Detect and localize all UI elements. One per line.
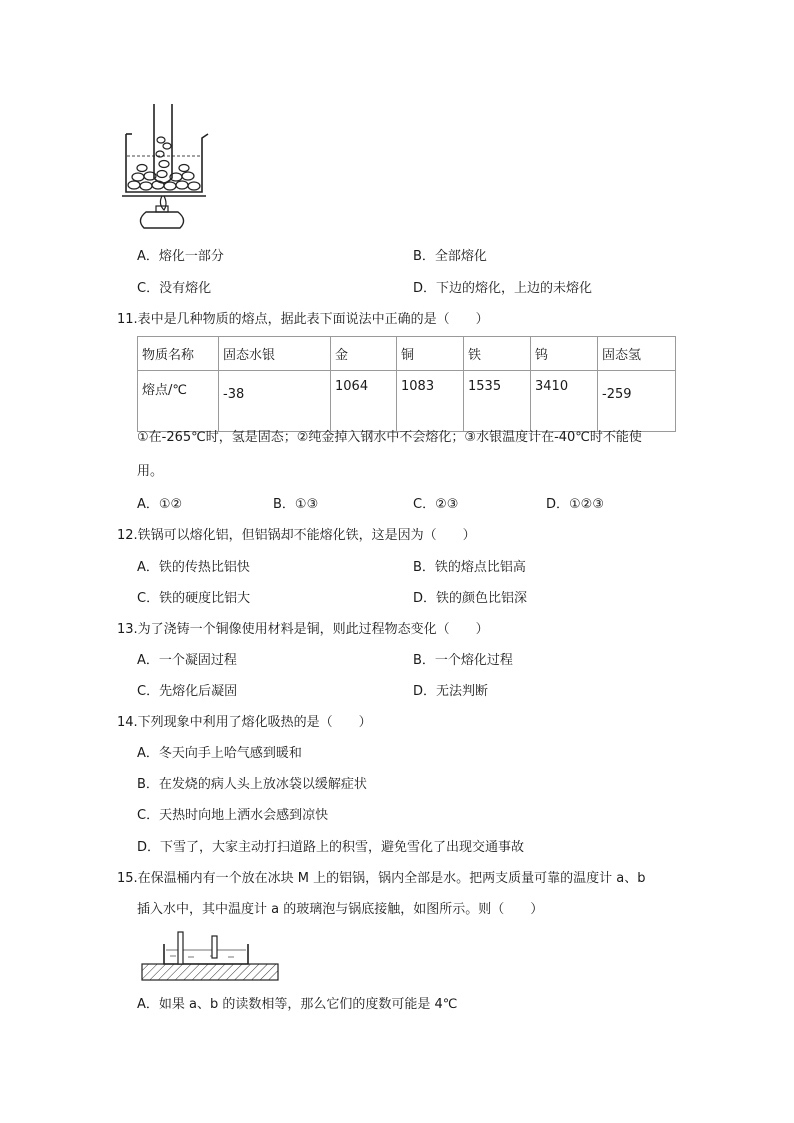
q12-option-c[interactable]: C．铁的硬度比铝大	[137, 591, 251, 606]
q14-option-b[interactable]: B．在发烧的病人头上放冰袋以缓解症状	[137, 777, 367, 792]
q11-statement-line1: ①在-265℃时，氢是固态；②纯金掉入钢水中不会熔化；③水银温度计在-40℃时不能使	[137, 430, 642, 445]
q12-stem: 12.铁锅可以熔化铝，但铝锅却不能熔化铁，这是因为（ ）	[117, 528, 476, 543]
table-cell: -38	[219, 371, 331, 432]
table-row	[138, 371, 676, 432]
melting-point-table	[137, 336, 676, 432]
table-header-cell: 金	[331, 337, 397, 371]
q13-stem: 13.为了浇铸一个铜像使用材料是铜，则此过程物态变化（ ）	[117, 622, 489, 637]
q12-option-b[interactable]: B．铁的熔点比铝高	[413, 560, 526, 575]
q14-option-a[interactable]: A．冬天向手上哈气感到暖和	[137, 746, 302, 761]
table-cell: 1083	[397, 371, 464, 432]
q11-option-d[interactable]: D．①②③	[546, 497, 604, 512]
q12-option-a[interactable]: A．铁的传热比铝快	[137, 560, 250, 575]
table-cell: 1064	[331, 371, 397, 432]
q10-option-d[interactable]: D．下边的熔化，上边的未熔化	[413, 281, 593, 296]
q11-option-a[interactable]: A．①②	[137, 497, 183, 512]
table-header-cell: 物质名称	[138, 337, 219, 371]
table-header-cell: 固态氢	[598, 337, 676, 371]
q14-stem: 14.下列现象中利用了熔化吸热的是（ ）	[117, 715, 372, 730]
table-cell: 熔点/℃	[138, 371, 219, 432]
table-cell: 3410	[531, 371, 598, 432]
q13-option-b[interactable]: B．一个熔化过程	[413, 653, 513, 668]
table-header-cell: 钨	[531, 337, 598, 371]
beaker-heating-figure	[118, 100, 213, 240]
q14-option-c[interactable]: C．天热时向地上洒水会感到凉快	[137, 808, 329, 823]
table-header-row	[138, 337, 676, 371]
table-cell: -259	[598, 371, 676, 432]
q10-option-a[interactable]: A．熔化一部分	[137, 249, 224, 264]
table-header-cell: 铜	[397, 337, 464, 371]
q15-option-a[interactable]: A．如果 a、b 的读数相等，那么它们的度数可能是 4℃	[137, 997, 458, 1012]
q15-stem-line2: 插入水中，其中温度计 a 的玻璃泡与锅底接触，如图所示。则（ ）	[137, 902, 544, 917]
q13-option-a[interactable]: A．一个凝固过程	[137, 653, 237, 668]
q11-stem: 11.表中是几种物质的熔点，据此表下面说法中正确的是（ ）	[117, 312, 489, 327]
q10-option-c[interactable]: C．没有熔化	[137, 281, 212, 296]
thermometer-pot-figure	[140, 930, 280, 984]
q11-option-c[interactable]: C．②③	[413, 497, 459, 512]
q12-option-d[interactable]: D．铁的颜色比铝深	[413, 591, 528, 606]
table-header-cell: 固态水银	[219, 337, 331, 371]
table-cell: 1535	[464, 371, 531, 432]
q13-option-d[interactable]: D．无法判断	[413, 684, 489, 699]
q13-option-c[interactable]: C．先熔化后凝固	[137, 684, 238, 699]
table-header-cell: 铁	[464, 337, 531, 371]
q10-option-b[interactable]: B．全部熔化	[413, 249, 487, 264]
q15-stem-line1: 15.在保温桶内有一个放在冰块 M 上的铝锅，锅内全部是水。把两支质量可靠的温度计 a、b	[117, 871, 646, 886]
q14-option-d[interactable]: D．下雪了，大家主动打扫道路上的积雪，避免雪化了出现交通事故	[137, 840, 525, 855]
q11-option-b[interactable]: B．①③	[273, 497, 319, 512]
q11-statement-line2: 用。	[137, 464, 164, 479]
